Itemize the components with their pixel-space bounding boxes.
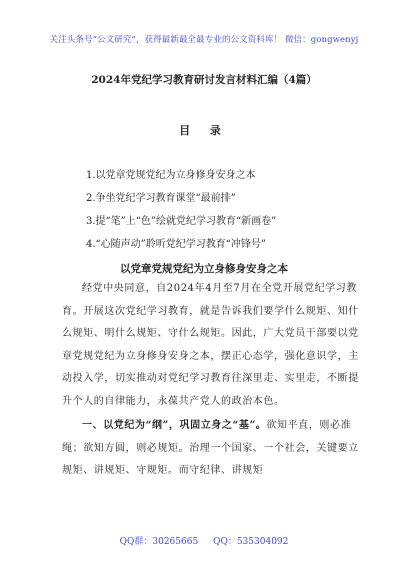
body-paragraph-2 <box>62 415 362 483</box>
header-promo-note: 关注头条号“公文研究”，获得最新最全最专业的公文资料库！ 微信：gongwenyj <box>49 35 359 45</box>
subsection-lead: 一、以党纪为“纲”，巩固立身之“基”。 <box>82 420 267 431</box>
toc-item: 4.“心随声动”聆听党纪学习教育“冲锋号” <box>86 239 266 250</box>
section-title: 以党章党规党纪为立身修身安身之本 <box>120 263 288 275</box>
subsection-text: 欲知平直，则必准绳；欲知方圆，则必规矩。治理一个国家、一个社会，关键要立规矩、讲规矩、守规矩。而守纪律、讲规矩 <box>62 420 359 476</box>
toc-item: 3.提“笔”上“色”绘就党纪学习教育“新画卷” <box>86 216 277 227</box>
footer-qq: QQ：535304092 <box>213 537 289 547</box>
document-title: 2024年党纪学习教育研讨发言材料汇编（4篇） <box>91 74 317 86</box>
table-of-contents <box>86 168 276 260</box>
footer-contact <box>0 534 408 547</box>
body-paragraph: 经党中央同意，自2024年4月至7月在全党开展党纪学习教育。开展这次党纪学习教育，就是告诉我们要学什么规矩、知什么规矩、明什么规矩、守什么规矩。因此，广大党员干部要以党章党规党纪为立身修身安身之本，摆正心态学，强化意识学，主动投入学，切实推动对党纪学习教育往深里走、实里走，不断提升个人的自律能力，永葆共产党人的政治本色。 <box>62 283 359 407</box>
toc-heading: 目 录 <box>179 124 229 137</box>
toc-item: 2.争坐党纪学习教育课堂“最前排” <box>86 193 236 204</box>
footer-qq-group: QQ群：30265665 <box>119 537 199 547</box>
toc-item: 1.以党章党规党纪为立身修身安身之本 <box>86 170 256 181</box>
